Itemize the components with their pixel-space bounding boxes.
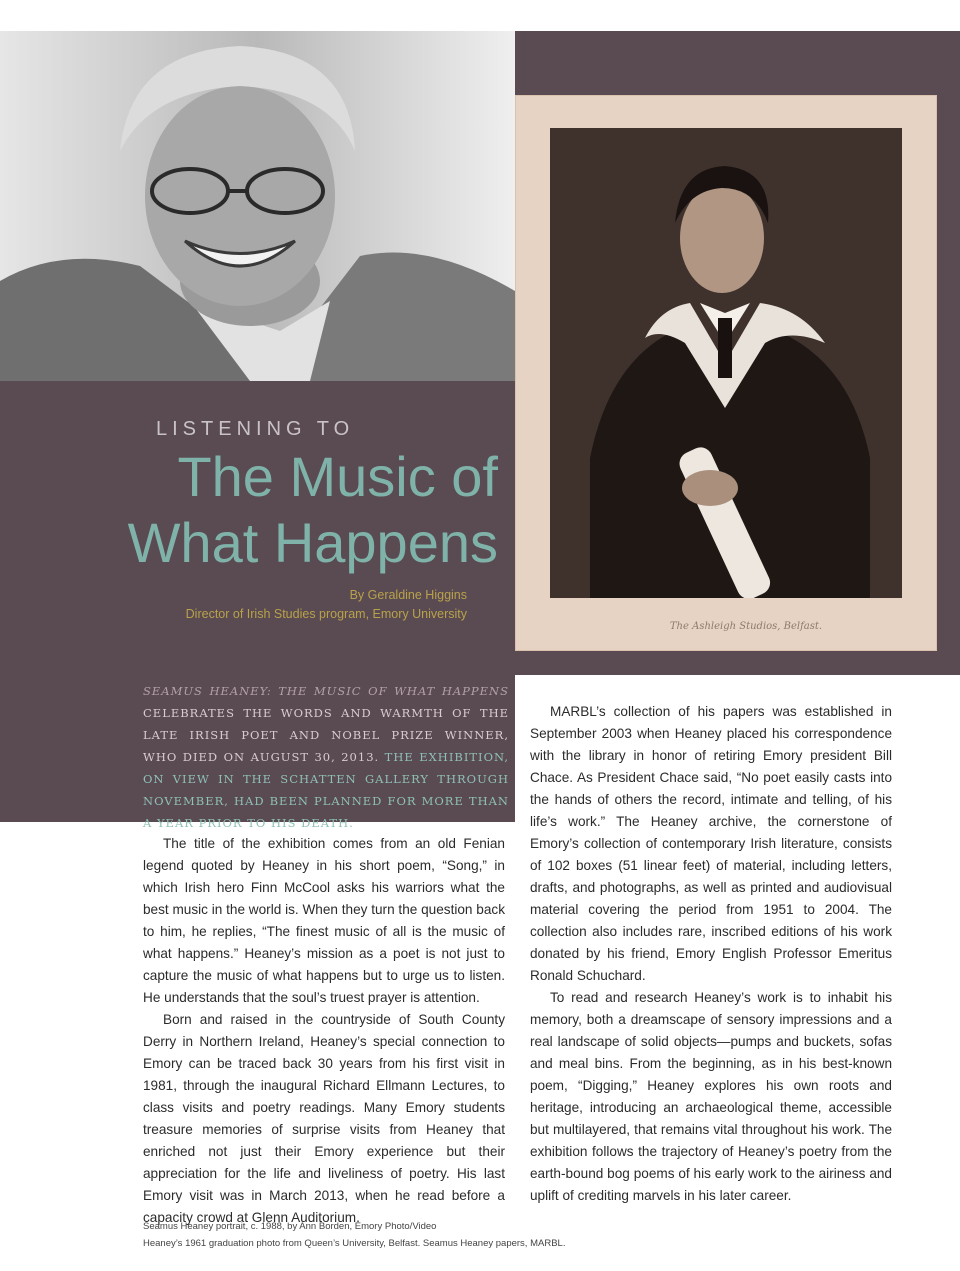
studio-signature: The Ashleigh Studios, Belfast.	[669, 621, 823, 632]
title-line-1: The Music of	[177, 445, 498, 508]
title-kicker: LISTENING TO	[156, 418, 355, 440]
intro-text-2: THE EXHIBITION, ON VIEW IN THE SCHATTEN GALLERY THROUGH NOVEMBER, HAD BEEN PLANNED FOR MORE THAN A YEAR PRIOR TO HIS DEATH.	[143, 750, 509, 830]
byline-author: By Geraldine Higgins	[349, 588, 467, 602]
title-line-2: What Happens	[127, 511, 498, 574]
graduation-photo	[550, 128, 902, 598]
byline	[140, 586, 467, 624]
byline-role: Director of Irish Studies program, Emory University	[185, 607, 467, 621]
paragraph: The title of the exhibition comes from an old Fenian legend quoted by Heaney in his short poem, “Song,” in which Irish hero Finn McCool asks his warriors what the best music in the world is. When they turn the question back to him, he replies, “The finest music of all is the music of what happens.” Heaney’s mission as a poet is not just to capture the music of what happens but to urge us to listen. He understands that the soul’s truest prayer is attention.	[143, 836, 505, 1005]
paragraph: Born and raised in the countryside of South County Derry in Northern Ireland, Heaney’s special connection to Emory can be traced back 30 years from his first visit in 1981, through the inaugural Richard Ellmann Lectures, to class visits and poetry readings. Many Emory students treasure memories of surprise visits from Heaney that enriched not just their Emory experience but their appreciation for the life and liveliness of poetry. His last Emory visit was in March 2013, when he read before a capacity crowd at Glenn Auditorium.	[143, 1012, 505, 1225]
intro-deck	[143, 680, 509, 834]
intro-exhibition-title: SEAMUS HEANEY: THE MUSIC OF WHAT HAPPENS	[143, 684, 509, 698]
portrait-photo	[0, 31, 515, 381]
body-column-left	[143, 833, 505, 1229]
paragraph: To read and research Heaney’s work is to inhabit his memory, both a dreamscape of sensory impressions and a real landscape of solid objects—pumps and buckets, sofas and meal bins. From the beginning, as in his best-known poem, “Digging,” Heaney explores his own roots and heritage, introducing an archaeological theme, accessible but multilayered, that remains vital throughout his work. The exhibition follows the trajectory of Heaney’s poetry from the earth-bound bog poems of his early work to the airiness and uplift of crediting marvels in his later career.	[530, 990, 892, 1203]
paragraph: MARBL’s collection of his papers was established in September 2003 when Heaney placed his correspondence with the library in honor of retiring Emory president Bill Chace. As President Chace said, “No poet easily casts into the hands of others the record, intimate and telling, of his life’s work.” The Heaney archive, the cornerstone of Emory’s collection of contemporary Irish literature, consists of 102 boxes (51 linear feet) of material, including letters, drafts, and photographs, as well as printed and audiovisual material covering the period from 1951 to 2004. The collection also includes rare, inscribed editions of his work donated by his friend, Emory English Professor Emeritus Ronald Schuchard.	[530, 704, 892, 983]
photo-credits	[143, 1218, 565, 1252]
credit-line-1: Seamus Heaney portrait, c. 1988, by Ann Borden, Emory Photo/Video	[143, 1221, 437, 1232]
intro-text-1: CELEBRATES THE WORDS AND WARMTH OF THE LATE IRISH POET AND NOBEL PRIZE WINNER, WHO DIED ON AUGUST 30, 2013.	[143, 706, 509, 764]
graduation-photo-mount	[515, 95, 937, 651]
body-column-right	[530, 701, 892, 1207]
credit-line-2: Heaney’s 1961 graduation photo from Queen’s University, Belfast. Seamus Heaney papers, MARBL.	[143, 1238, 566, 1249]
article-title	[98, 444, 498, 576]
